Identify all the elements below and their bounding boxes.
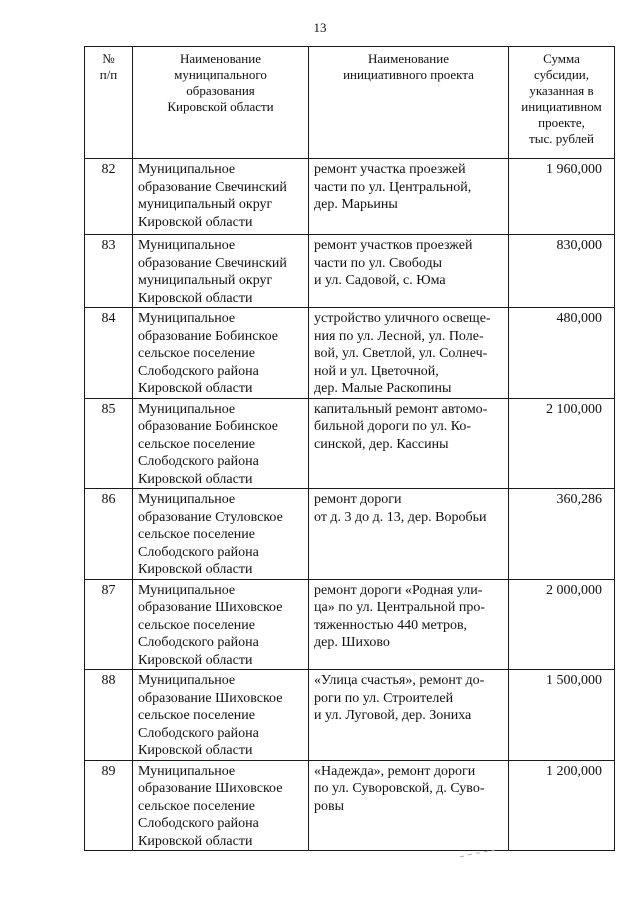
row-municipality: Муниципальное образование Стуловское сельское поселение Слободского района Кировской области — [133, 489, 309, 580]
row-number: 84 — [85, 308, 133, 399]
row-sum: 360,286 — [509, 489, 615, 580]
row-project: ремонт участка проезжей части по ул. Центральной, дер. Марьины — [309, 159, 509, 235]
row-number: 87 — [85, 579, 133, 670]
row-municipality: Муниципальное образование Шиховское сельское поселение Слободского района Кировской области — [133, 670, 309, 761]
table-row — [85, 579, 615, 670]
pen-mark — [458, 848, 498, 860]
table-row — [85, 398, 615, 489]
row-municipality: Муниципальное образование Шиховское сельское поселение Слободского района Кировской области — [133, 760, 309, 851]
row-sum: 480,000 — [509, 308, 615, 399]
subsidy-table — [84, 46, 615, 851]
row-project: ремонт дороги «Родная ули- ца» по ул. Центральной про- тяженностью 440 метров, дер. Шихово — [309, 579, 509, 670]
table-row — [85, 308, 615, 399]
table-row — [85, 235, 615, 308]
row-municipality: Муниципальное образование Свечинский муниципальный округ Кировской области — [133, 235, 309, 308]
row-project: капитальный ремонт автомо- бильной дороги по ул. Ко- синской, дер. Кассины — [309, 398, 509, 489]
row-municipality: Муниципальное образование Бобинское сельское поселение Слободского района Кировской области — [133, 308, 309, 399]
row-project: «Улица счастья», ремонт до- роги по ул. Строителей и ул. Луговой, дер. Зониха — [309, 670, 509, 761]
row-project: ремонт дороги от д. 3 до д. 13, дер. Воробьи — [309, 489, 509, 580]
page-number: 13 — [313, 20, 327, 35]
row-project: ремонт участков проезжей части по ул. Свободы и ул. Садовой, с. Юма — [309, 235, 509, 308]
table-row — [85, 489, 615, 580]
table-row — [85, 760, 615, 851]
header-number: № п/п — [85, 47, 133, 159]
row-number: 86 — [85, 489, 133, 580]
row-project: устройство уличного освеще- ния по ул. Лесной, ул. Поле- вой, ул. Светлой, ул. Солнеч- ной и ул. Цветочной, дер. Малые Раскопины — [309, 308, 509, 399]
row-project: «Надежда», ремонт дороги по ул. Суворовской, д. Суво- ровы — [309, 760, 509, 851]
row-municipality: Муниципальное образование Бобинское сельское поселение Слободского района Кировской области — [133, 398, 309, 489]
row-sum: 830,000 — [509, 235, 615, 308]
table-row — [85, 159, 615, 235]
table-row — [85, 670, 615, 761]
row-municipality: Муниципальное образование Шиховское сельское поселение Слободского района Кировской области — [133, 579, 309, 670]
row-number: 83 — [85, 235, 133, 308]
table-header-row — [85, 47, 615, 159]
header-municipality: Наименование муниципального образования Кировской области — [133, 47, 309, 159]
header-project: Наименование инициативного проекта — [309, 47, 509, 159]
row-sum: 1 200,000 — [509, 760, 615, 851]
row-municipality: Муниципальное образование Свечинский муниципальный округ Кировской области — [133, 159, 309, 235]
row-number: 82 — [85, 159, 133, 235]
header-subsidy-sum: Сумма субсидии, указанная в инициативном проекте, тыс. рублей — [509, 47, 615, 159]
row-number: 85 — [85, 398, 133, 489]
row-sum: 2 100,000 — [509, 398, 615, 489]
row-number: 88 — [85, 670, 133, 761]
row-sum: 1 500,000 — [509, 670, 615, 761]
row-sum: 2 000,000 — [509, 579, 615, 670]
row-number: 89 — [85, 760, 133, 851]
row-sum: 1 960,000 — [509, 159, 615, 235]
